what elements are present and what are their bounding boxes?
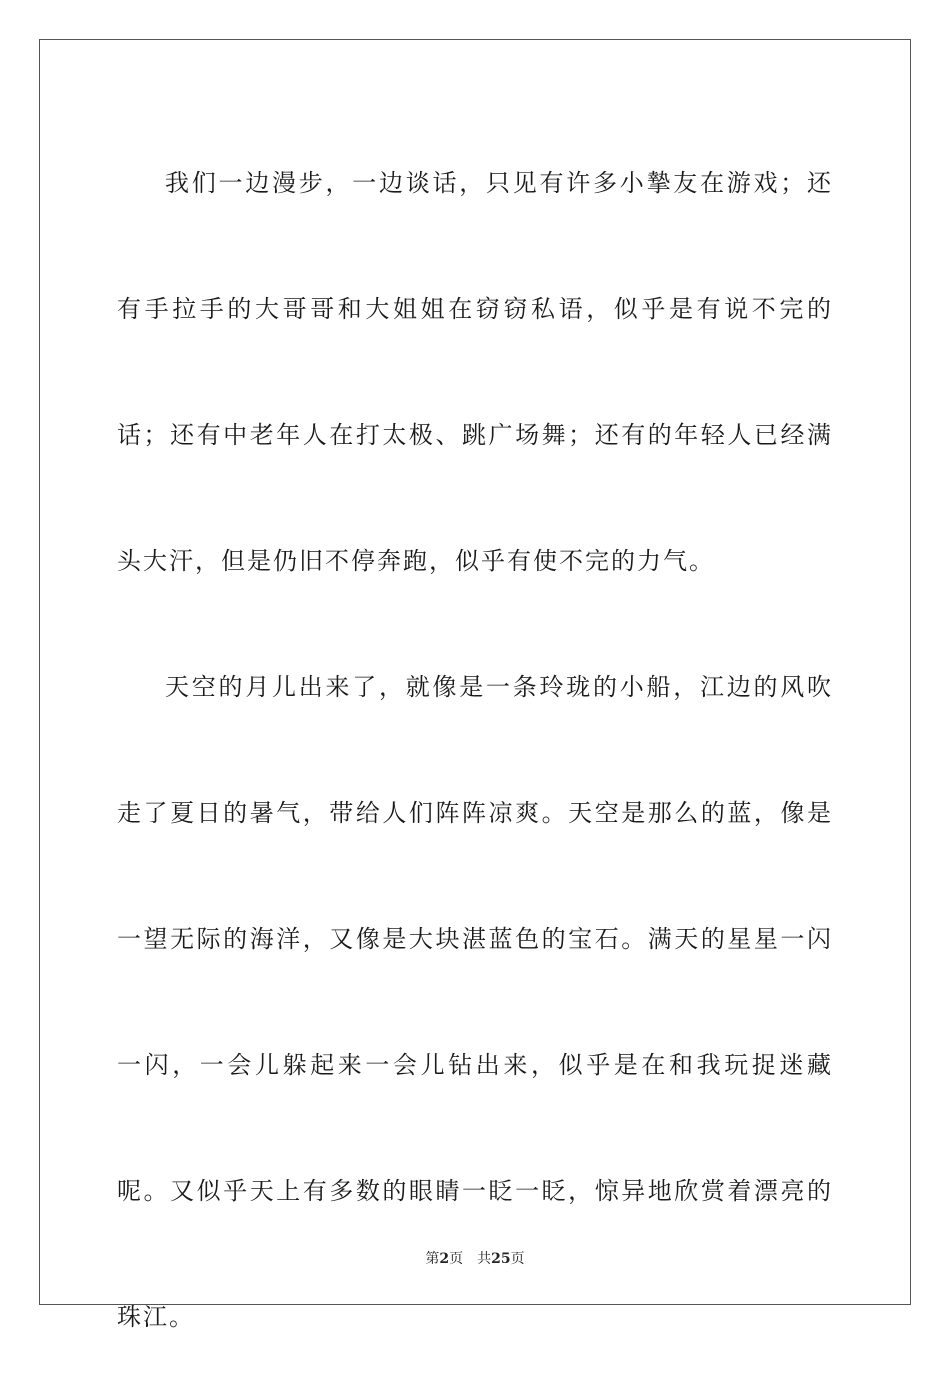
page-prefix: 第 (425, 1251, 440, 1267)
page-suffix: 页 (449, 1251, 464, 1267)
paragraph-1: 我们一边漫步，一边谈话，只见有许多小摯友在游戏；还有手拉手的大哥哥和大姐姐在窃窃私语，似乎是有说不完的话；还有中老年人在打太极、跳广场舞；还有的年轻人已经满头大汗，但是仍旧不停奔跑，似乎有使不完的力气。 (117, 169, 833, 575)
total-prefix: 共 (477, 1251, 492, 1267)
page-number: 2 (439, 1251, 450, 1267)
document-body (117, 120, 833, 1380)
paragraph-2: 天空的月儿出来了，就像是一条玲珑的小船，江边的风吹走了夏日的暑气，带给人们阵阵凉爽。天空是那么的蓝，像是一望无际的海洋，又像是大块湛蓝色的宝石。满天的星星一闪一闪，一会儿躲起来一会儿钻出来，似乎是在和我玩捉迷藏呢。又似乎天上有多数的眼睛一眨一眨，惊异地欣赏着漂亮的珠江。 (117, 673, 833, 1331)
page-footer (0, 1248, 950, 1268)
total-suffix: 页 (510, 1251, 525, 1267)
total-pages: 25 (491, 1251, 511, 1267)
